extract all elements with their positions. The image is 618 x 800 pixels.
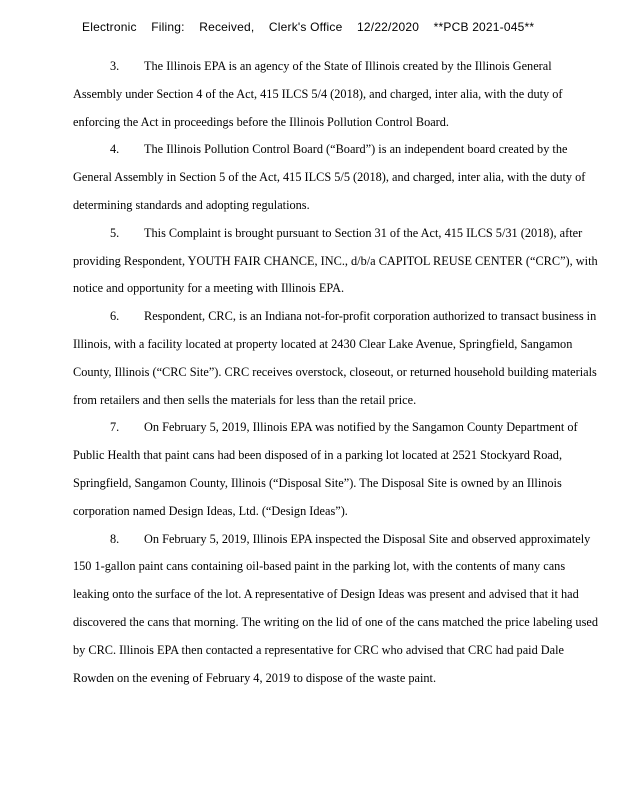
header-date: 12/22/2020 — [357, 20, 420, 34]
paragraph-3 — [73, 53, 603, 136]
paragraph-text: This Complaint is brought pursuant to Section 31 of the Act, 415 ILCS 5/31 (2018), after providing Respondent, YOUTH FAIR CHANCE, INC., d/b/a CAPITOL REUSE CENTER (“CRC”), with notice and opportunity for a meeting with Illinois EPA. — [73, 225, 598, 296]
paragraph-number: 3. — [110, 59, 120, 73]
paragraph-text: On February 5, 2019, Illinois EPA inspected the Disposal Site and observed approximately 150 1-gallon paint cans containing oil-based paint in the parking lot, with the contents of many cans leaking onto the surface of the lot. A representative of Design Ideas was present and advised that it had discovered the cans that morning. The writing on the lid of one of the cans matched the price labeling used by CRC. Illinois EPA then contacted a representative for CRC who advised that CRC had paid Dale Rowden on the evening of February 4, 2019 to dispose of the waste paint. — [73, 531, 598, 685]
header-case-number: **PCB 2021-045** — [433, 20, 535, 34]
header-filing: Filing: — [151, 20, 185, 34]
header-electronic: Electronic — [82, 20, 137, 34]
paragraph-number: 5. — [110, 225, 120, 240]
paragraph-4 — [73, 136, 603, 219]
paragraph-text: On February 5, 2019, Illinois EPA was notified by the Sangamon County Department of Public Health that paint cans had been disposed of in a parking lot located at 2521 Stockyard Road, Springfield, Sangamon County, Illinois (“Disposal Site”). The Disposal Site is owned by an Illinois corporation named Design Ideas, Ltd. (“Design Ideas”). — [73, 420, 578, 518]
paragraph-text: The Illinois Pollution Control Board (“Board”) is an independent board created by the General Assembly in Section 5 of the Act, 415 ILCS 5/5 (2018), and charged, inter alia, with the duty of determining standards and adopting regulations. — [73, 142, 586, 212]
paragraph-text: The Illinois EPA is an agency of the State of Illinois created by the Illinois General Assembly under Section 4 of the Act, 415 ILCS 5/4 (2018), and charged, inter alia, with the duty of enforcing the Act in proceedings before the Illinois Pollution Control Board. — [73, 59, 563, 129]
paragraph-5 — [73, 220, 603, 303]
paragraph-8 — [73, 526, 603, 693]
paragraph-number: 6. — [110, 309, 120, 324]
header-received: Received, — [199, 20, 255, 34]
document-body — [73, 53, 603, 692]
paragraph-number: 4. — [110, 142, 120, 157]
header-clerks-office: Clerk's Office — [268, 20, 343, 34]
paragraph-number: 7. — [110, 420, 120, 435]
electronic-filing-header — [82, 20, 545, 34]
paragraph-7 — [73, 414, 603, 525]
paragraph-6 — [73, 303, 603, 414]
paragraph-number: 8. — [110, 531, 120, 546]
paragraph-text: Respondent, CRC, is an Indiana not-for-profit corporation authorized to transact business in Illinois, with a facility located at property located at 2430 Clear Lake Avenue, Springfield, Sangamon County, Illinois (“CRC Site”). CRC receives overstock, closeout, or returned household building materials from retailers and then sells the materials for less than the retail price. — [73, 309, 597, 407]
